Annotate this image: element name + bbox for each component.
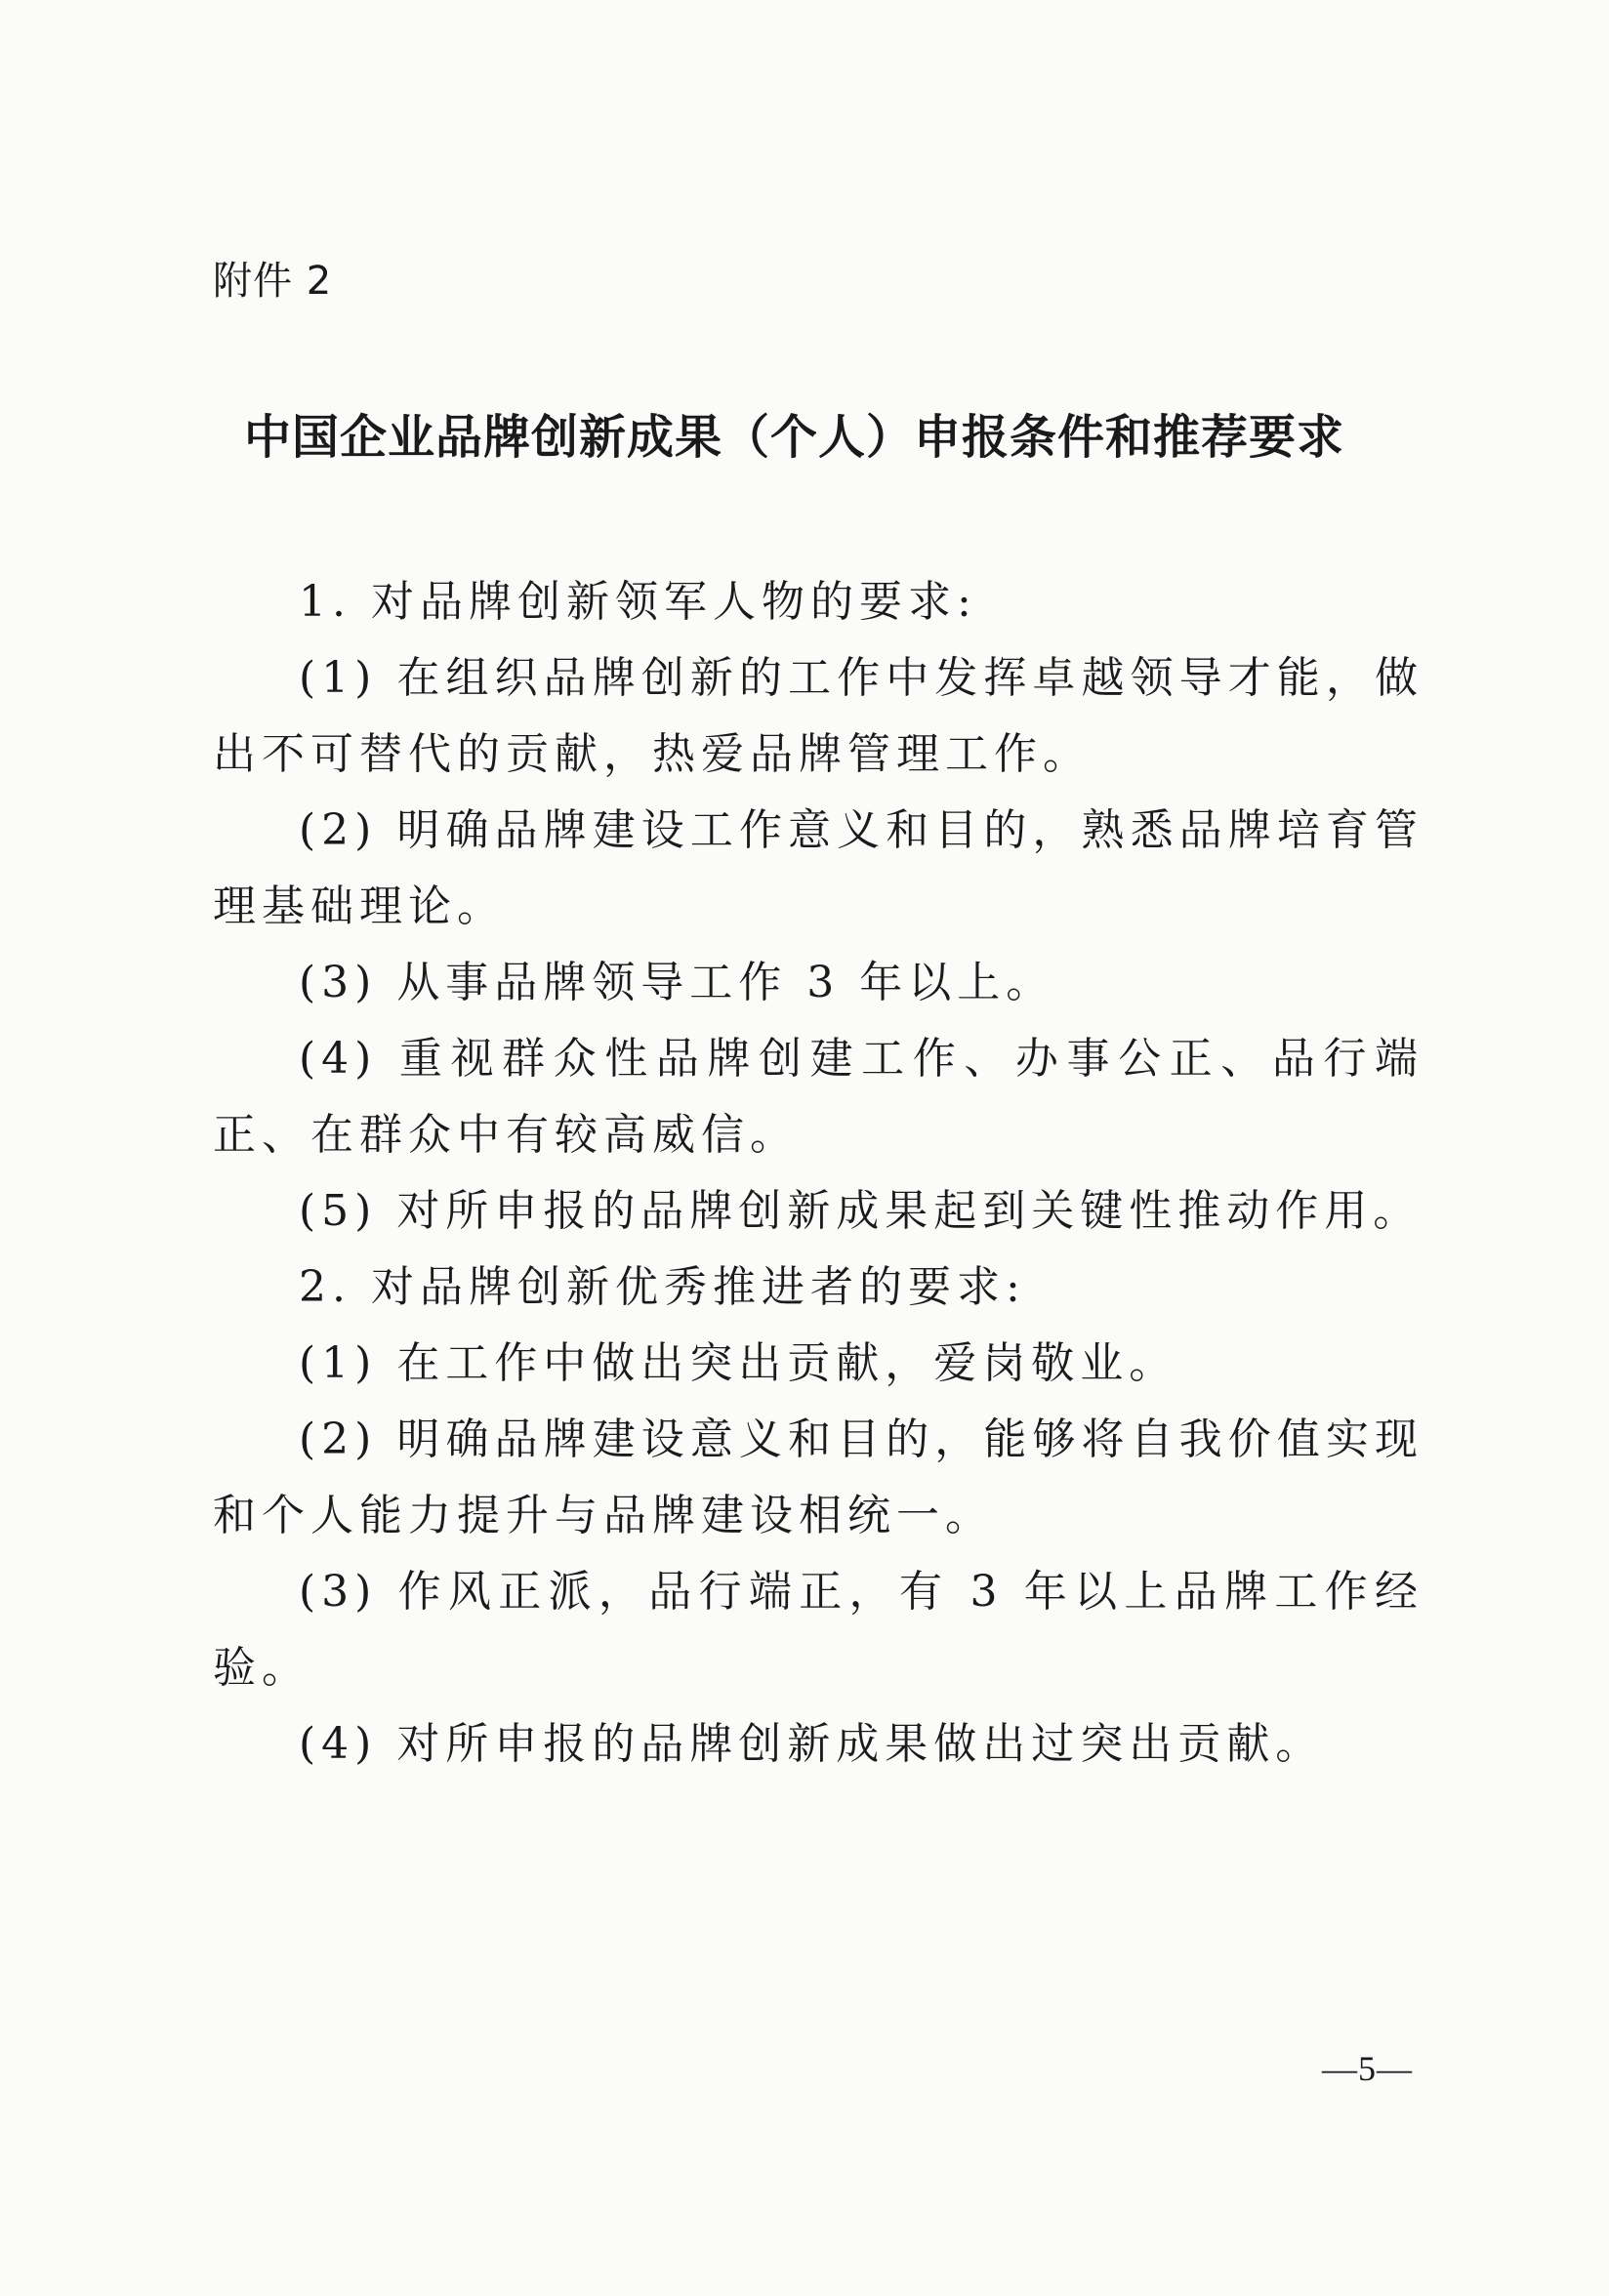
paragraph: (3) 从事品牌领导工作 3 年以上。	[299, 958, 1055, 1007]
page-number: —5—	[1322, 2049, 1413, 2088]
paragraph: (4) 重视群众性品牌创建工作、办事公正、品行端正、在群众中有较高威信。	[213, 1034, 1423, 1160]
paragraph: (4) 对所申报的品牌创新成果做出过突出贡献。	[299, 1719, 1325, 1769]
document-title: 中国企业品牌创新成果（个人）申报条件和推荐要求	[244, 410, 1345, 465]
paragraph: (2) 明确品牌建设工作意义和目的，熟悉品牌培育管理基础理论。	[213, 805, 1423, 931]
paragraph: (1) 在组织品牌创新的工作中发挥卓越领导才能，做出不可替代的贡献，热爱品牌管理工作。	[213, 653, 1423, 779]
paragraph: (2) 明确品牌建设意义和目的，能够将自我价值实现和个人能力提升与品牌建设相统一。	[213, 1414, 1423, 1540]
paragraph: (1) 在工作中做出突出贡献，爱岗敬业。	[299, 1338, 1178, 1388]
attachment-label: 附件 2	[213, 259, 333, 304]
document-body	[213, 564, 1423, 1783]
paragraph: (3) 作风正派，品行端正，有 3 年以上品牌工作经验。	[213, 1567, 1423, 1693]
paragraph: 2. 对品牌创新优秀推进者的要求:	[299, 1262, 1026, 1312]
paragraph: (5) 对所申报的品牌创新成果起到关键性推动作用。	[299, 1186, 1423, 1236]
paragraph: 1. 对品牌创新领军人物的要求:	[299, 577, 977, 627]
